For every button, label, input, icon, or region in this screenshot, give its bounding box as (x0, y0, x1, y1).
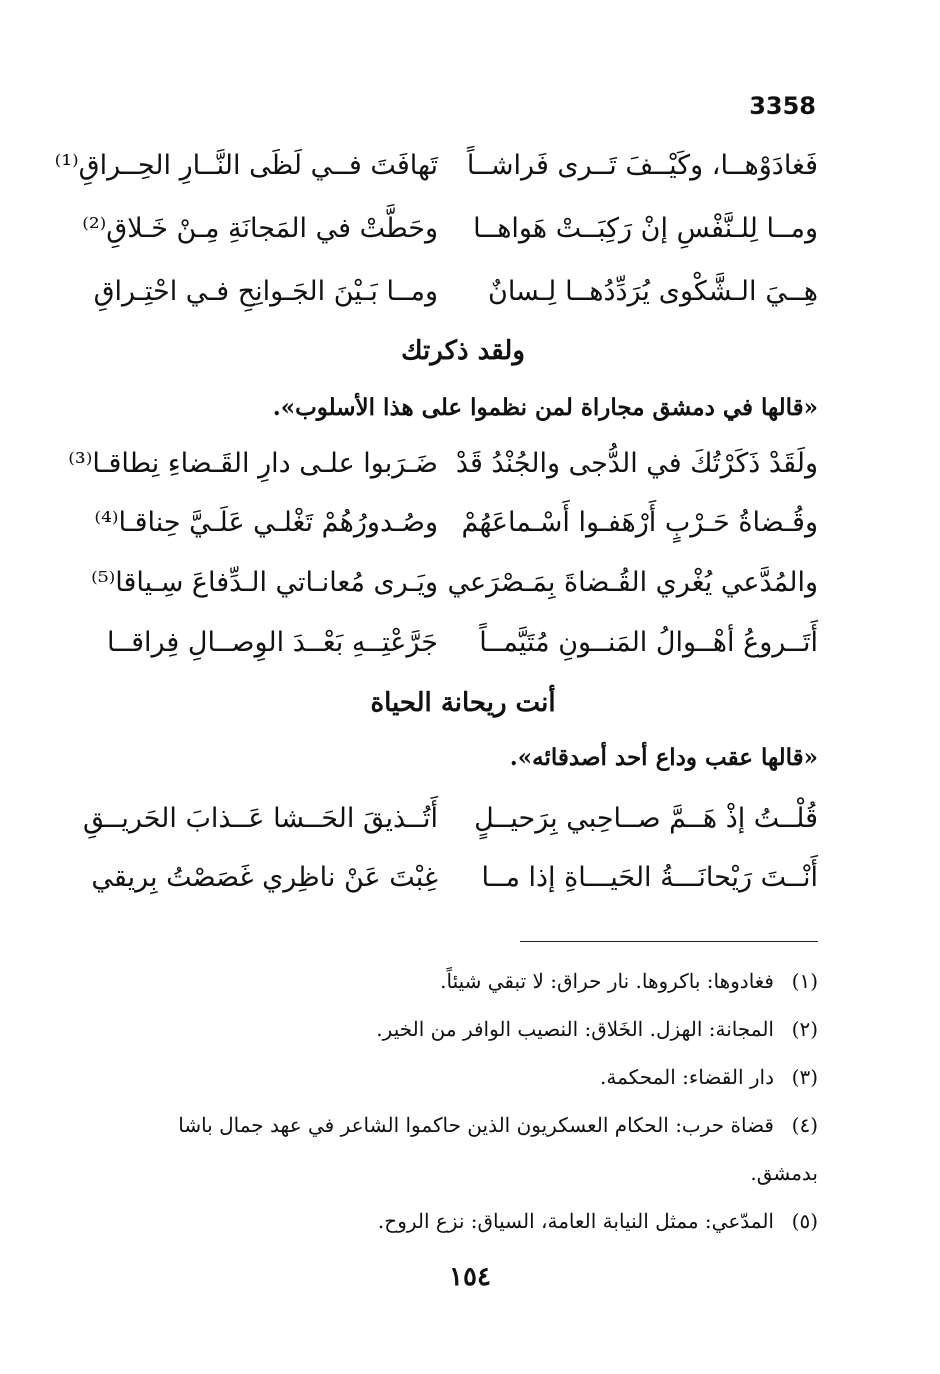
verse-second-hemistich: تَهافَتَ فــي لَظَى النَّــارِ الحِــراقِ⁽¹⁾ (54, 150, 438, 181)
verse-second-hemistich: أَتُــذيقَ الحَــشا عَــذابَ الحَريــقِ (82, 803, 438, 834)
verse-second-hemistich: وحَطَّتْ في المَجانَةِ مِـنْ خَـلاقِ⁽²⁾ (82, 213, 438, 244)
verse-first-hemistich: فَغادَوْهــا، وكَيْــفَ تَــرى فَراشــاً (466, 150, 818, 181)
verse-second-hemistich: غِبْتَ عَنْ ناظِري غَصَصْتُ بِريقي (91, 862, 438, 893)
verse-line (91, 862, 818, 916)
verse-second-hemistich: جَرَّعْتِــهِ بَعْــدَ الوِصــالِ فِراقــا (107, 627, 438, 658)
verse-first-hemistich: ومــا لِلـنَّفْسِ إنْ رَكِبَــتْ هَواهــا (473, 213, 818, 244)
footnote (118, 1005, 818, 1053)
footnote-number: (٥) (791, 1209, 818, 1233)
verse-first-hemistich: هِــيَ الـشَّكْوى يُرَدِّدُهــا لِـسانٌ (488, 276, 818, 307)
verse-line (82, 803, 818, 857)
verse-line (68, 448, 818, 502)
verse-line (93, 276, 818, 330)
reference-number: 3358 (749, 92, 816, 120)
footnote (118, 1197, 818, 1245)
poem-note: «قالها في دمشق مجاراة لمن نظموا على هذا الأسلوب». (272, 394, 818, 421)
poem-note: «قالها عقب وداع أحد أصدقائه». (509, 744, 818, 771)
footnote-text: قضاة حرب: الحكام العسكريون الذين حاكموا الشاعر في عهد جمال باشا بدمشق. (178, 1113, 818, 1185)
footnote-text: المجانة: الهزل. الخَلاق: النصيب الوافر من الخير. (376, 1017, 774, 1041)
verse-line (82, 213, 818, 267)
verse-second-hemistich: ومــا بَـيْنَ الجَـوانِحِ فـي احْتِـراقِ (93, 276, 438, 307)
page-number: ١٥٤ (449, 1262, 491, 1292)
footnote (118, 957, 818, 1005)
verse-line (94, 507, 818, 561)
footnote-number: (٣) (791, 1065, 818, 1089)
verse-second-hemistich: ضَـرَبوا علـى دارِ القَـضاءِ نِطاقـا⁽³⁾ (68, 448, 438, 479)
verse-first-hemistich: وقُـضاةُ حَـرْبٍ أَرْهَفـوا أَسْـماعَهُمْ (461, 507, 818, 538)
verse-first-hemistich: والمُدَّعي يُغْري القُـضاةَ بِمَـصْرَعي (447, 567, 818, 598)
verse-second-hemistich: وصُـدورُهُمْ تَغْلـي عَلَـيَّ حِناقـا⁽⁴⁾ (94, 507, 438, 538)
footnote (118, 1101, 818, 1197)
verse-first-hemistich: قُلْــتُ إذْ هَــمَّ صــاحِبي بِرَحيــلٍ (474, 803, 818, 834)
poem-title: ولقد ذكرتك (401, 336, 525, 366)
footnote (118, 1053, 818, 1101)
footnote-number: (٤) (791, 1113, 818, 1137)
verse-line (91, 567, 818, 621)
verse-second-hemistich: ويَـرى مُعانـاتي الـدِّفاعَ سِـياقا⁽⁵⁾ (91, 567, 438, 598)
footnote-text: فغادوها: باكروها. نار حراق: لا تبقي شيئاً. (440, 969, 774, 993)
poem-title: أنت ريحانة الحياة (370, 688, 556, 718)
verse-first-hemistich: ولَقَدْ ذَكَرْتُكَ في الدُّجى والجُنْدُ قَدْ (455, 448, 818, 479)
verse-line (54, 150, 818, 204)
footnote-text: المدّعي: ممثل النيابة العامة، السياق: نزع الروح. (377, 1209, 774, 1233)
verse-line (108, 627, 818, 681)
verse-first-hemistich: أَنْــتَ رَيْحانَـــةُ الحَيـــاةِ إذا مــا (481, 862, 818, 893)
footnote-separator (520, 941, 818, 942)
footnote-text: دار القضاء: المحكمة. (600, 1065, 774, 1089)
footnote-number: (١) (791, 969, 818, 993)
footnote-number: (٢) (791, 1017, 818, 1041)
verse-first-hemistich: أَتَــروعُ أهْــوالُ المَنــونِ مُتَيَّمــاً (479, 627, 818, 658)
